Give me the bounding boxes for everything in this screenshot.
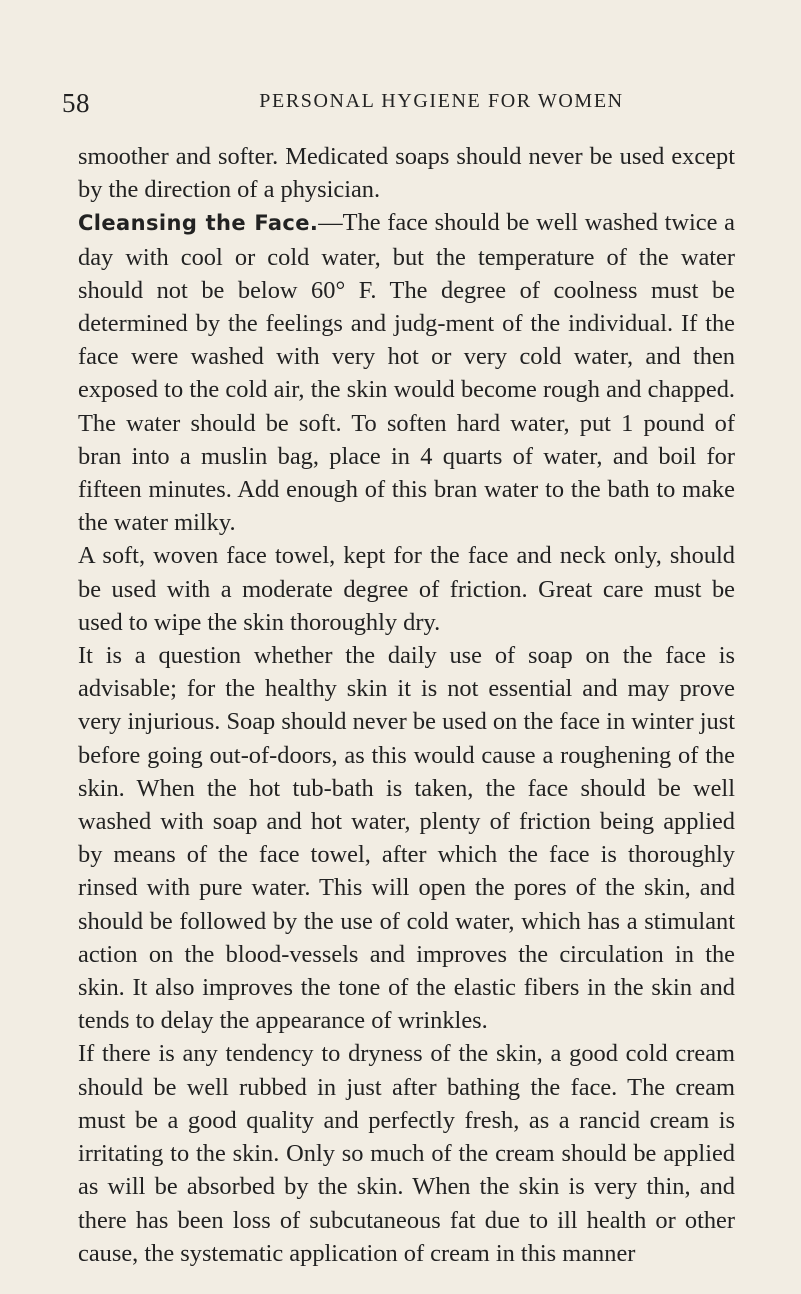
paragraph-text: —The face should be well washed twice a day with cool or cold water, but the temperature of the water should not be below 60° F. The degree of coolness must be determined by the feelings and judg-ment of the individual. If the face were washed with very hot or very cold water, and then exposed to the cold air, the skin would become rough and chapped. The water should be soft. To soften hard water, put 1 pound of bran into a muslin bag, place in 4 quarts of water, and boil for fifteen minutes. Add enough of this bran water to the bath to make the water milky.	[78, 209, 735, 537]
paragraph-text: It is a question whether the daily use of soap on the face is advisable; for the healthy skin it is not essential and may prove very injurious. Soap should never be used on the face in winter just before going out-of-doors, as this would cause a roughening of the skin. When the hot tub-bath is taken, the face should be well washed with soap and hot water, plenty of friction being applied by means of the face towel, after which the face is thoroughly rinsed with pure water. This will open the pores of the skin, and should be followed by the use of cold water, which has a stimulant action on the blood-vessels and improves the circulation in the skin. It also improves the tone of the elastic fibers in the skin and tends to delay the appearance of wrinkles.	[78, 642, 735, 1035]
paragraph	[78, 1037, 735, 1269]
paragraph	[78, 140, 735, 206]
running-title: PERSONAL HYGIENE FOR WOMEN	[259, 90, 624, 112]
body-text	[78, 140, 735, 1270]
page-header	[62, 88, 735, 120]
paragraph-text: A soft, woven face towel, kept for the face and neck only, should be used with a moderate degree of friction. Great care must be used to wipe the skin thoroughly dry.	[78, 542, 735, 636]
paragraph	[78, 639, 735, 1037]
section-run-in-heading: Cleansing the Face.	[78, 211, 319, 236]
page-number: 58	[62, 88, 90, 118]
paragraph-text: If there is any tendency to dryness of the skin, a good cold cream should be well rubbed in just after bathing the face. The cream must be a good quality and perfectly fresh, as a rancid cream is irritating to the skin. Only so much of the cream should be applied as will be absorbed by the skin. When the skin is very thin, and there has been loss of subcutaneous fat due to ill health or other cause, the systematic application of cream in this manner	[78, 1040, 735, 1267]
paragraph	[78, 539, 735, 639]
paragraph-cleansing-the-face	[78, 206, 735, 539]
paragraph-text: smoother and softer. Medicated soaps should never be used except by the direction of a physician.	[78, 143, 735, 204]
